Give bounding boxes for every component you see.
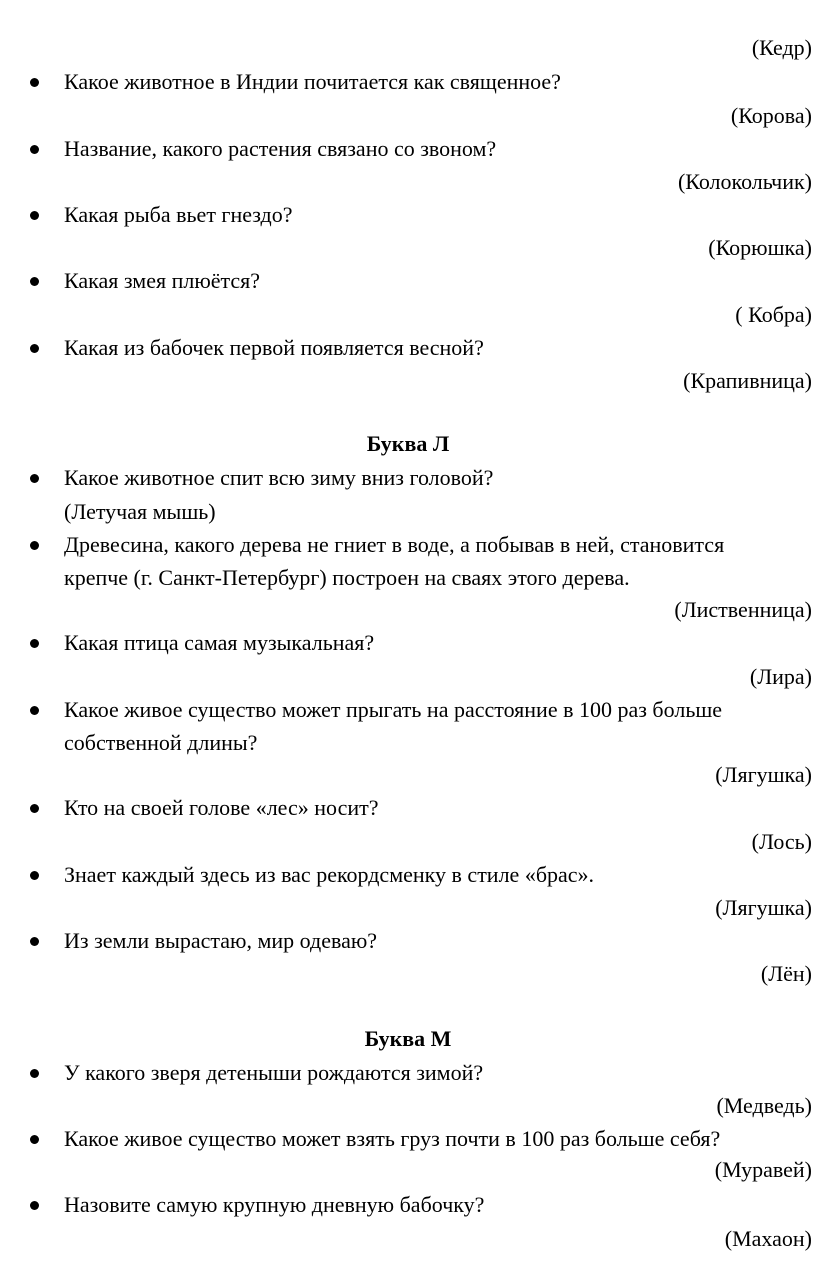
section-heading-m: Буква М [364, 1026, 452, 1051]
answer-k-2: (Колокольчик) [677, 169, 812, 194]
bullet-icon [30, 937, 39, 946]
question-l-2-cont: крепче (г. Санкт-Петербург) построен на сваях этого дерева. [64, 565, 630, 590]
question-l-4: Какое живое существо может прыгать на расстояние в 100 раз больше [64, 697, 723, 722]
answer-k-1: (Корова) [730, 103, 812, 128]
answer-k-4: ( Кобра) [735, 302, 812, 327]
answer-k-3: (Корюшка) [708, 235, 812, 260]
section-heading-l: Буква Л [366, 431, 450, 456]
answer-l-1: (Летучая мышь) [64, 499, 216, 524]
question-k-1: Какое животное в Индии почитается как священное? [64, 69, 561, 94]
bullet-icon [30, 1135, 39, 1144]
question-l-6: Знает каждый здесь из вас рекордсменку в стиле «брас». [64, 862, 595, 887]
question-k-5: Какая из бабочек первой появляется весной? [64, 335, 484, 360]
question-m-3: Назовите самую крупную дневную бабочку? [64, 1192, 485, 1217]
bullet-icon [30, 78, 39, 87]
bullet-icon [30, 344, 39, 353]
question-m-1: У какого зверя детеныши рождаются зимой? [64, 1060, 484, 1085]
bullet-icon [30, 1201, 39, 1210]
bullet-icon [30, 871, 39, 880]
answer-m-2: (Муравей) [714, 1157, 812, 1182]
answer-k-0: (Кедр) [751, 35, 812, 60]
bullet-icon [30, 1069, 39, 1078]
answer-l-6: (Лягушка) [715, 895, 812, 920]
question-l-5: Кто на своей голове «лес» носит? [64, 795, 379, 820]
question-l-7: Из земли вырастаю, мир одеваю? [64, 928, 378, 953]
answer-l-5: (Лось) [751, 829, 812, 854]
question-m-2: Какое живое существо может взять груз почти в 100 раз больше себя? [64, 1126, 721, 1151]
question-l-4-cont: собственной длины? [64, 730, 258, 755]
bullet-icon [30, 706, 39, 715]
bullet-icon [30, 639, 39, 648]
answer-l-2: (Лиственница) [674, 597, 812, 622]
question-k-4: Какая змея плюётся? [64, 268, 261, 293]
question-l-3: Какая птица самая музыкальная? [64, 630, 375, 655]
answer-m-3: (Махаон) [724, 1226, 812, 1251]
answer-l-7: (Лён) [760, 961, 812, 986]
answer-m-1: (Медведь) [716, 1093, 812, 1118]
bullet-icon [30, 474, 39, 483]
bullet-icon [30, 541, 39, 550]
bullet-icon [30, 277, 39, 286]
bullet-icon [30, 804, 39, 813]
bullet-icon [30, 211, 39, 220]
question-l-2: Древесина, какого дерева не гниет в воде, а побывав в ней, становится [64, 532, 725, 557]
answer-l-3: (Лира) [749, 664, 812, 689]
answer-k-5: (Крапивница) [683, 368, 812, 393]
answer-l-4: (Лягушка) [715, 762, 812, 787]
question-k-3: Какая рыба вьет гнездо? [64, 202, 293, 227]
bullet-icon [30, 145, 39, 154]
question-k-2: Название, какого растения связано со звоном? [64, 136, 497, 161]
question-l-1: Какое животное спит всю зиму вниз головой? [64, 465, 494, 490]
